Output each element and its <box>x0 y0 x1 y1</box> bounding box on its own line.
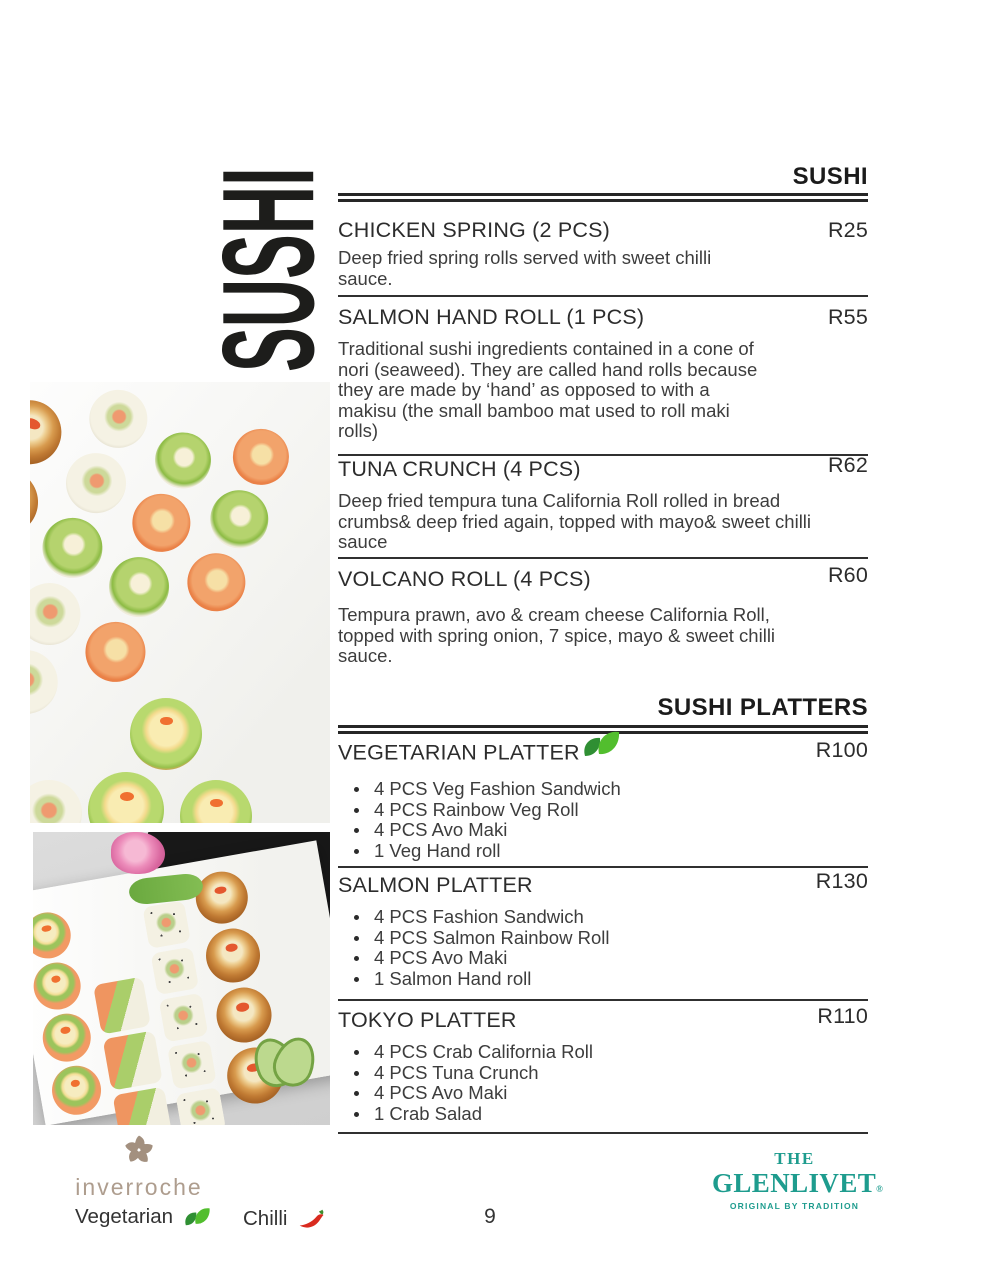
glenlivet-the: THE <box>774 1149 815 1168</box>
legend-vegetarian <box>75 1205 211 1229</box>
menu-column <box>338 0 868 1280</box>
platter-content-line: 4 PCS Avo Maki <box>338 1083 868 1104</box>
sushi-piece <box>81 382 155 456</box>
item-name: CHICKEN SPRING (2 PCS) <box>338 218 610 242</box>
sushi-piece <box>33 909 74 962</box>
platter-content-line: 4 PCS Avo Maki <box>338 820 868 841</box>
item-name: SALMON PLATTER <box>338 873 533 897</box>
inverroche-pinwheel-icon <box>120 1132 158 1168</box>
platter-content-line: 4 PCS Tuna Crunch <box>338 1063 868 1084</box>
divider <box>338 866 868 868</box>
legend-label: Chilli <box>243 1206 288 1230</box>
item-description: Tempura prawn, avo & cream cheese California Roll, topped with spring onion, 7 spice, mayo & sweet chilli sauce. <box>338 604 776 667</box>
menu-item-tokyo-platter <box>338 1004 868 1124</box>
glenlivet-logo <box>712 1149 884 1211</box>
section-heading-sushi: SUSHI <box>792 163 868 190</box>
chilli-icon <box>297 1205 327 1232</box>
vertical-page-title <box>108 160 343 374</box>
sushi-piece <box>192 867 252 927</box>
sushi-piece <box>34 509 111 586</box>
sushi-photo-bottom <box>33 832 330 1125</box>
sushi-piece <box>113 1087 173 1125</box>
sushi-piece <box>30 460 47 545</box>
item-name: TOKYO PLATTER <box>338 1008 517 1032</box>
sushi-piece <box>175 1087 226 1125</box>
divider <box>338 295 868 297</box>
menu-item-salmon-platter <box>338 869 868 989</box>
sushi-piece <box>101 549 178 626</box>
item-name: TUNA CRUNCH (4 PCS) <box>338 457 581 481</box>
sushi-piece <box>130 698 202 770</box>
divider <box>338 454 868 456</box>
platter-contents <box>338 907 868 989</box>
sushi-piece <box>77 613 154 690</box>
menu-item-volcano-roll <box>338 563 868 667</box>
divider <box>338 557 868 559</box>
ginger-flower-garnish <box>111 832 165 874</box>
sushi-piece <box>33 959 84 1013</box>
sushi-piece <box>93 977 151 1035</box>
sushi-piece <box>30 574 89 653</box>
sushi-piece <box>159 993 209 1043</box>
menu-item-chicken-spring <box>338 218 868 289</box>
platter-content-line: 4 PCS Rainbow Veg Roll <box>338 800 868 821</box>
vegetarian-leaf-icon <box>581 729 621 761</box>
glenlivet-tagline: ORIGINAL BY TRADITION <box>729 1201 860 1211</box>
menu-item-salmon-hand-roll <box>338 305 868 442</box>
double-divider <box>338 193 868 202</box>
item-price: R60 <box>827 563 868 587</box>
section-heading-sushi-platters: SUSHI PLATTERS <box>657 694 868 721</box>
inverroche-wordmark: inverroche <box>75 1174 203 1200</box>
platter-contents <box>338 1042 868 1124</box>
sushi-piece <box>147 425 219 497</box>
sushi-piece <box>167 1040 217 1090</box>
menu-item-vegetarian-platter <box>338 738 868 861</box>
item-description: Deep fried tempura tuna California Roll rolled in bread crumbs& deep fried again, topped with mayo& sweet chilli sauce <box>338 490 812 553</box>
platter-content-line: 4 PCS Crab California Roll <box>338 1042 868 1063</box>
vertical-page-title-text: SUSHI <box>196 167 343 372</box>
sushi-photo-top <box>30 382 330 823</box>
platter-content-line: 4 PCS Veg Fashion Sandwich <box>338 779 868 800</box>
item-price: R100 <box>815 738 868 762</box>
platter-content-line: 4 PCS Fashion Sandwich <box>338 907 868 928</box>
platter-content-line: 1 Salmon Hand roll <box>338 969 868 990</box>
item-name: SALMON HAND ROLL (1 PCS) <box>338 305 645 329</box>
item-description: Deep fried spring rolls served with sweet chilli sauce. <box>338 247 712 289</box>
leaf-icon <box>183 1206 211 1229</box>
item-price: R110 <box>817 1004 868 1028</box>
sushi-piece <box>142 900 191 949</box>
legend-label: Vegetarian <box>75 1205 174 1228</box>
inverroche-logo <box>62 1132 216 1201</box>
item-name: VEGETARIAN PLATTER <box>338 740 580 765</box>
sushi-piece <box>58 445 135 522</box>
cucumber-heart-garnish <box>254 1036 316 1092</box>
item-description: Traditional sushi ingredients contained in a cone of nori (seaweed). They are called hand rolls because they are made by ‘hand’ as opposed to with a makisu (the small bamboo mat used to roll maki rolls) <box>338 338 758 442</box>
item-price: R130 <box>815 869 868 893</box>
sushi-piece <box>48 1062 105 1119</box>
item-price: R25 <box>827 218 868 242</box>
page-number: 9 <box>484 1205 496 1228</box>
sushi-piece <box>202 924 265 987</box>
sushi-piece <box>150 947 199 996</box>
divider <box>338 999 868 1001</box>
platter-content-line: 1 Veg Hand roll <box>338 841 868 862</box>
item-price: R62 <box>827 453 868 477</box>
platter-content-line: 1 Crab Salad <box>338 1104 868 1125</box>
platter-content-line: 4 PCS Salmon Rainbow Roll <box>338 928 868 949</box>
item-name: VOLCANO ROLL (4 PCS) <box>338 567 591 591</box>
glenlivet-wordmark: GLENLIVET <box>712 1168 877 1198</box>
menu-item-tuna-crunch <box>338 453 868 553</box>
sushi-piece <box>39 1010 95 1066</box>
platter-content-line: 4 PCS Avo Maki <box>338 948 868 969</box>
sushi-piece <box>103 1030 163 1090</box>
divider <box>338 1132 868 1134</box>
platter-contents <box>338 779 868 861</box>
item-price: R55 <box>827 305 868 329</box>
sushi-piece <box>124 486 198 560</box>
registered-mark: ® <box>876 1184 884 1194</box>
sushi-piece <box>30 391 70 473</box>
legend-chilli <box>243 1205 327 1232</box>
